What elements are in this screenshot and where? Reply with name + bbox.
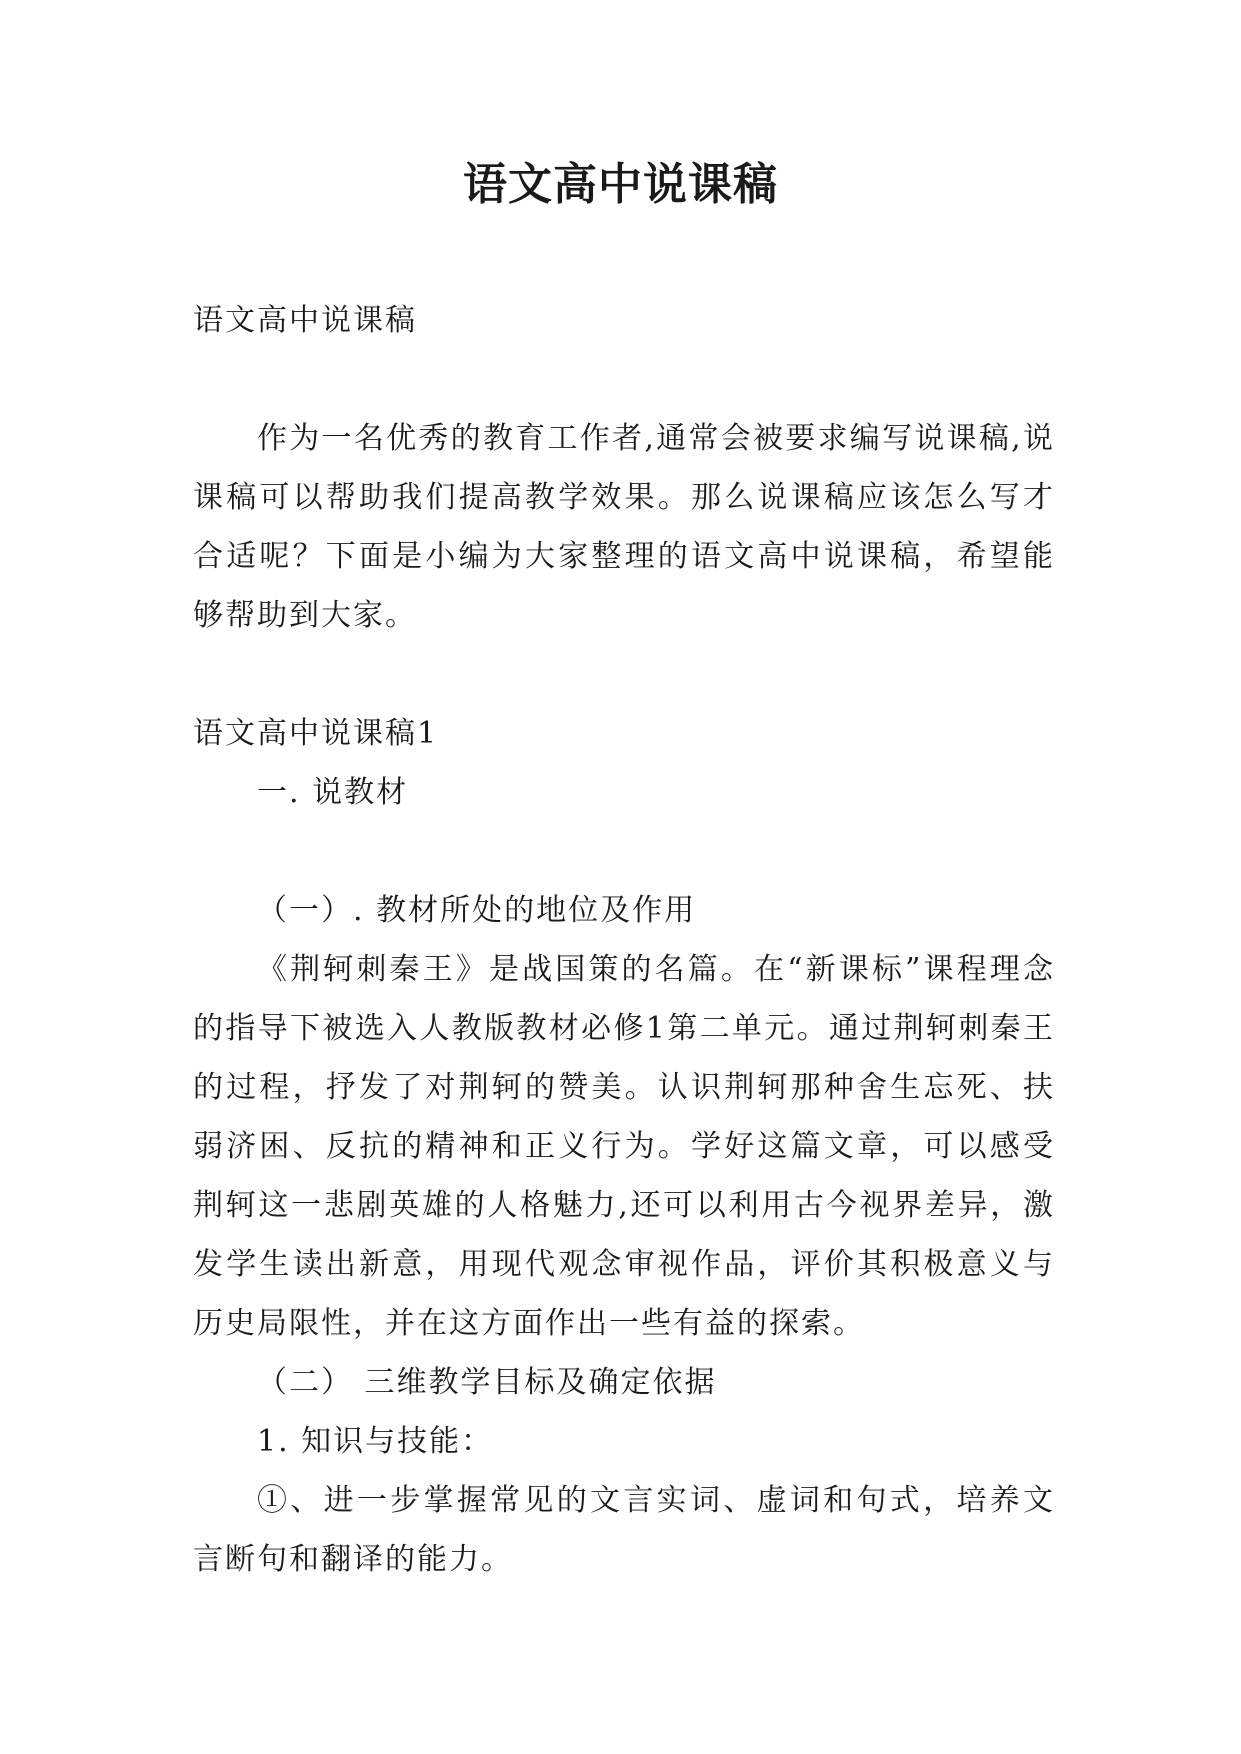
heading-teaching-material: 一. 说教材 — [257, 775, 409, 810]
document-body — [193, 291, 1055, 1589]
subheading-position-role: （一）. 教材所处的地位及作用 — [257, 893, 697, 928]
document-subtitle: 语文高中说课稿 — [193, 303, 417, 338]
paragraph-material-description: 《荆轲刺秦王》是战国策的名篇。在“新课标”课程理念的指导下被选入人教版教材必修1第二单元。通过荆轲刺秦王的过程，抒发了对荆轲的赞美。认识荆轲那种舍生忘死、扶弱济困、反抗的精神和正义行为。学好这篇文章，可以感受荆轲这一悲剧英雄的人格魅力,还可以利用古今视界差异，激发学生读出新意，用现代观念审视作品，评价其积极意义与历史局限性，并在这方面作出一些有益的探索。 — [193, 952, 1055, 1341]
document-title: 语文高中说课稿 — [463, 159, 778, 210]
subheading-teaching-goals: （二） 三维教学目标及确定依据 — [257, 1365, 717, 1400]
intro-paragraph: 作为一名优秀的教育工作者,通常会被要求编写说课稿,说课稿可以帮助我们提高教学效果。那么说课稿应该怎么写才合适呢？下面是小编为大家整理的语文高中说课稿，希望能够帮助到大家。 — [193, 421, 1055, 633]
section-title: 语文高中说课稿1 — [193, 716, 439, 751]
item-knowledge-skills-1: ①、进一步掌握常见的文言实词、虚词和句式，培养文言断句和翻译的能力。 — [193, 1483, 1055, 1577]
item-knowledge-skills: 1. 知识与技能： — [257, 1424, 494, 1459]
